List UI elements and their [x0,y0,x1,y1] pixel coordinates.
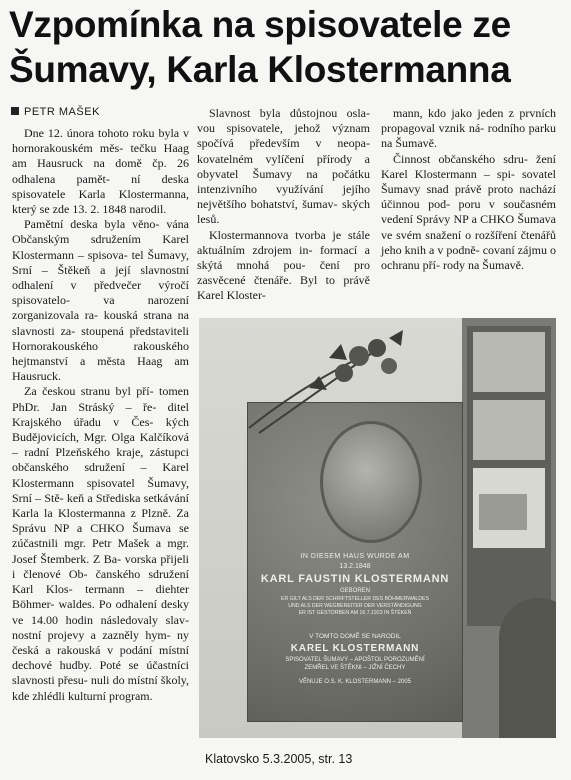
text-line: ditel Krajského úřadu v Čes- [12,399,189,429]
plaque-text: GEBOREN [339,588,370,594]
text-line: kovatelném vylíčení přírody a [197,151,370,166]
text-line: formací a skýtá mnohá pou- [197,242,371,273]
text-line: spisovatel Šumavy, Srní – Stě- [12,475,189,505]
text-line: čanského sdružení Karl Klos- [12,566,189,597]
text-line: vána Občanským sdružením [12,217,190,247]
text-line: Klostermannova tvorba je [209,227,342,242]
text-line: spočívá především v neopa- [197,136,370,151]
plaque-text: ZEMŘEL VE ŠTĚKNI – JIŽNÍ ČECHY [304,665,406,671]
plaque-text: KARL FAUSTIN KLOSTERMANN [260,573,450,585]
text-line: Správy NP a CHKO Šumava [416,212,557,227]
text-line: čení pro zasvěcené čtenáře. [197,258,371,288]
text-line: vou spisovatele, jehož význam [197,121,370,136]
text-line: předvečer výročí spisovatelo- [12,278,190,308]
text-line: tomen PhDr. Jan Stráský – ře- [12,384,189,414]
article-paragraph [197,228,370,304]
text-line: tel Šumavy, Srní – Štěkeň a [12,247,190,277]
text-line: va narození zorganizovala ra- [12,293,190,323]
headline-line-2: Šumavy, Karla Klostermanna [9,49,511,90]
text-line: la Klostermanna z Plzně. Za [44,506,189,521]
portrait-medallion [320,421,422,543]
text-line: Klostermanna, který se zde [12,186,189,217]
plaque-text: V TOMTO DOMĚ SE NARODIL [309,633,401,640]
article-paragraph [12,217,189,384]
text-line: intenzivního využívání jejího [197,182,370,197]
text-line: termann – diehter Böhmer- [12,582,189,612]
text-line: keň a Střediska setkávání Karla [12,490,189,521]
text-line: Karel Klostermann – spisova- [12,232,189,262]
text-line: tečku Haag am Hausruck na [12,141,189,171]
plaque-text: KAREL KLOSTERMANN [290,643,420,654]
article-column-3 [381,106,556,273]
text-line: a města Haag am Hausruck. [12,354,190,384]
article-paragraph [12,384,189,703]
author-name: PETR MAŠEK [24,106,100,118]
plaque-text: SPISOVATEL ŠUMAVY – APOŠTOL POROZUMĚNÍ [285,657,425,663]
text-line: sdružení – Karel Klostermann [12,460,189,490]
text-line: ní deska spisovatele Karla [12,171,189,201]
text-line: kých Budějovicích, Mgr. Olga [12,414,190,445]
plaque-text: ER IST GESTORBEN AM 16.7.1923 IN ŠTĚKEŇ [298,610,412,616]
text-line: Za českou stranu byl pří- [24,384,154,399]
text-line: proto nachází účinnou pod- [381,182,557,212]
text-line: Správu NP a CHKO Šumava [12,521,171,536]
text-line: Slavnost byla důstojnou osla- [209,106,370,120]
flower-bouquet [239,318,419,438]
text-line: její slavnostní odhalení v [12,262,189,293]
plaque-text: 13.2.1848 [339,563,371,570]
text-line: se účastníci slavnosti přesu- [12,658,189,688]
text-line: ny česká a rakouská v podání [12,627,189,657]
article-paragraph [381,106,556,152]
text-line: kraje, zástupci občanského [12,445,189,475]
text-line: sovatel Šumavy snad právě [381,166,556,197]
article-paragraph [381,152,556,274]
text-line: kouská strana na slavnosti za- [12,308,189,338]
text-line: rody na Šumavě. [442,258,524,273]
text-line: ve svém snažení o rozšíření [381,227,517,242]
text-line: místní dechové hudby. Poté [12,642,190,673]
text-line: waldes. Po odhalení desky ve [12,597,190,627]
text-line: Kalčíková – radní Plzeňského [12,430,189,460]
text-line: Dne 12. února tohoto roku [24,126,155,140]
plaque-text: UND ALS DER WEGBEREITER DER VERSTÄNDIGUNG [288,603,422,609]
memorial-plaque [247,402,463,722]
text-line: rodního parku na Šumavě. [381,121,556,151]
text-line: mann, kdo jako jeden z [393,106,514,120]
text-line: se zúčastnili mgr. Petr Mašek [12,521,189,551]
text-line: covaní zájmu o ochranu pří- [381,242,557,273]
text-line: stále aktuálním zdrojem in- [197,227,370,257]
plaque-text: ER GILT ALS DER SCHRIFTSTELLER DES BÖHMERWALDES [281,596,429,602]
text-line: stoupená představiteli Hornorakouského [12,323,189,353]
photo-person [499,598,556,738]
text-line: Pamětní deska byla věno- [24,217,160,232]
text-line: prvních propagoval vznik ná- [381,106,556,136]
plaque-text: IN DIESEM HAUS WURDE AM [300,553,410,560]
text-line: poru v současném vedení [381,197,556,227]
text-line: vorska přijeli i členové Ob- [12,551,190,581]
text-line: Činnost občanského sdru- [393,151,528,166]
plaque-photo [199,318,556,738]
text-line: obyvatel Šumavy na počátku [197,166,370,181]
plaque-text: VĚNUJE O.S. K. KLOSTERMANN – 2005 [298,679,412,685]
text-line: nuli do místní školy, kde [12,673,190,703]
article-column-1 [12,126,189,704]
text-line: nostní projevy a zazněly hym- [12,627,171,642]
text-line: Byl to právě Karel Kloster- [197,273,371,303]
text-line: největšího bohatství, šumav- [197,197,338,212]
text-line: zhlédli kulturní program. [32,688,153,703]
text-line: žení Karel Klostermann – spi- [381,151,557,181]
article-paragraph [197,106,370,228]
byline-square-icon [11,107,19,115]
photo-caption: Klatovsko 5.3.2005, str. 13 [205,752,353,766]
text-line: 13. 2. 1848 narodil. [72,202,167,217]
article-paragraph [12,126,189,217]
article-column-2 [197,106,370,304]
byline [11,106,100,118]
text-line: domě čp. 26 odhalena pamět- [12,156,189,186]
text-line: rakouského hejtmanství [12,338,189,369]
text-line: čtenářů jeho knih a v podně- [381,227,556,257]
headline-line-1: Vzpomínka na spisovatele ze [9,4,511,45]
text-line: ských lesů. [197,197,370,227]
text-line: byla v hornorakouském měs- [12,126,189,156]
text-line: 14.00 hodin následovaly slav- [31,612,189,627]
text-line: a mgr. Josef Štemberk. Z Ba- [12,536,189,566]
